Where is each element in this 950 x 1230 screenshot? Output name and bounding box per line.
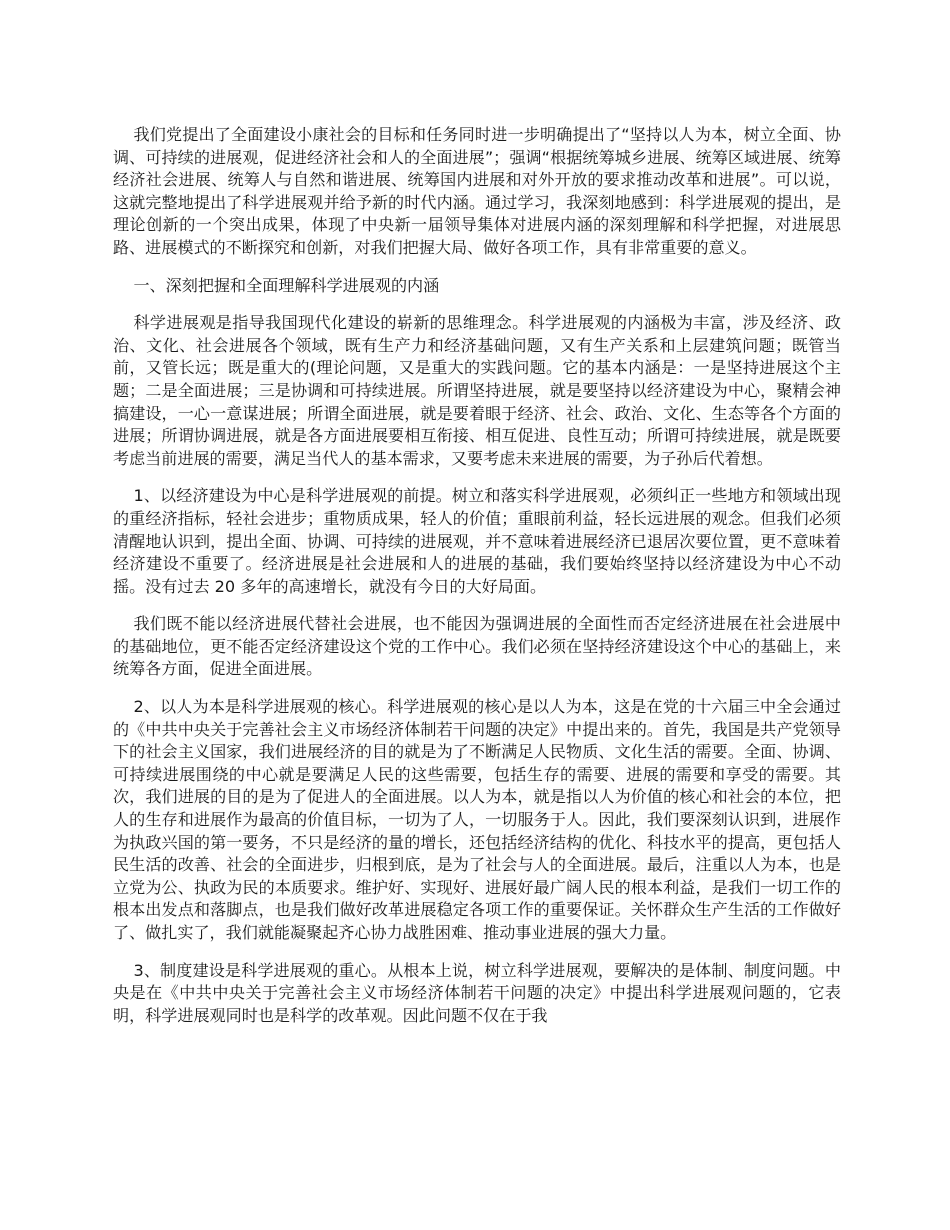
body-paragraph: 1、以经济建设为中心是科学进展观的前提。树立和落实科学进展观，必须纠正一些地方和领域出现的重经济指标，轻社会进步；重物质成果，轻人的价值；重眼前利益，轻长远进展的观念。但我们必须清醒地认识到，提出全面、协调、可持续的进展观，并不意味着进展经济已退居次要位置，更不意味着经济建设不重要了。经济进展是社会进展和人的进展的基础，我们要始终坚持以经济建设为中心不动摇。没有过去 20 多年的高速增长，就没有今日的大好局面。 bbox=[113, 486, 841, 596]
body-paragraph: 2、以人为本是科学进展观的核心。科学进展观的核心是以人为本，这是在党的十六届三中全会通过的《中共中央关于完善社会主义市场经济体制若干问题的决定》中提出来的。首先，我国是共产党领导下的社会主义国家，我们进展经济的目的就是为了不断满足人民物质、文化生活的需要。全面、协调、可持续进展围绕的中心就是要满足人民的这些需要，包括生存的需要、进展的需要和享受的需要。其次，我们进展的目的是为了促进人的全面进展。以人为本，就是指以人为价值的核心和社会的本位，把人的生存和进展作为最高的价值目标，一切为了人，一切服务于人。因此，我们要深刻认识到，进展作为执政兴国的第一要务，不只是经济的量的增长，还包括经济结构的优化、科技水平的提高，更包括人民生活的改善、社会的全面进步，归根到底，是为了社会与人的全面进展。最后，注重以人为本，也是立党为公、执政为民的本质要求。维护好、实现好、进展好最广阔人民的根本利益，是我们一切工作的根本出发点和落脚点，也是我们做好改革进展稳定各项工作的重要保证。关怀群众生产生活的工作做好了、做扎实了，我们就能凝聚起齐心协力战胜困难、推动事业进展的强大力量。 bbox=[113, 697, 841, 942]
body-paragraph: 科学进展观是指导我国现代化建设的崭新的思维理念。科学进展观的内涵极为丰富，涉及经济、政治、文化、社会进展各个领域，既有生产力和经济基础问题，又有生产关系和上层建筑问题；既管当前，又管长远；既是重大的(理论问题，又是重大的实践问题。它的基本内涵是：一是坚持进展这个主题；二是全面进展；三是协调和可持续进展。所谓坚持进展，就是要坚持以经济建设为中心，聚精会神搞建设，一心一意谋进展；所谓全面进展，就是要着眼于经济、社会、政治、文化、生态等各个方面的进展；所谓协调进展，就是各方面进展要相互衔接、相互促进、良性互动；所谓可持续进展，就是既要考虑当前进展的需要，满足当代人的基本需求，又要考虑未来进展的需要，为子孙后代着想。 bbox=[113, 313, 841, 468]
body-paragraph: 我们既不能以经济进展代替社会进展，也不能因为强调进展的全面性而否定经济进展在社会进展中的基础地位，更不能否定经济建设这个党的工作中心。我们必须在坚持经济建设这个中心的基础上，来统筹各方面，促进全面进展。 bbox=[113, 614, 841, 679]
intro-paragraph: 我们党提出了全面建设小康社会的目标和任务同时进一步明确提出了“坚持以人为本，树立全面、协调、可持续的进展观，促进经济社会和人的全面进展”；强调“根据统筹城乡进展、统筹区域进展、统筹经济社会进展、统筹人与自然和谐进展、统筹国内进展和对外开放的要求推动改革和进展”。可以说，这就完整地提出了科学进展观并给予新的时代内涵。通过学习，我深刻地感到：科学进展观的提出，是理论创新的一个突出成果，体现了中央新一届领导集体对进展内涵的深刻理解和科学把握，对进展思路、进展模式的不断探究和创新，对我们把握大局、做好各项工作，具有非常重要的意义。 bbox=[113, 125, 841, 257]
document-page bbox=[113, 124, 841, 1042]
section-heading: 一、深刻把握和全面理解科学进展观的内涵 bbox=[133, 275, 440, 295]
body-paragraph: 3、制度建设是科学进展观的重心。从根本上说，树立科学进展观，要解决的是体制、制度问题。中央是在《中共中央关于完善社会主义市场经济体制若干问题的决定》中提出科学进展观问题的，它表明，科学进展观同时也是科学的改革观。因此问题不仅在于我 bbox=[113, 960, 841, 1025]
